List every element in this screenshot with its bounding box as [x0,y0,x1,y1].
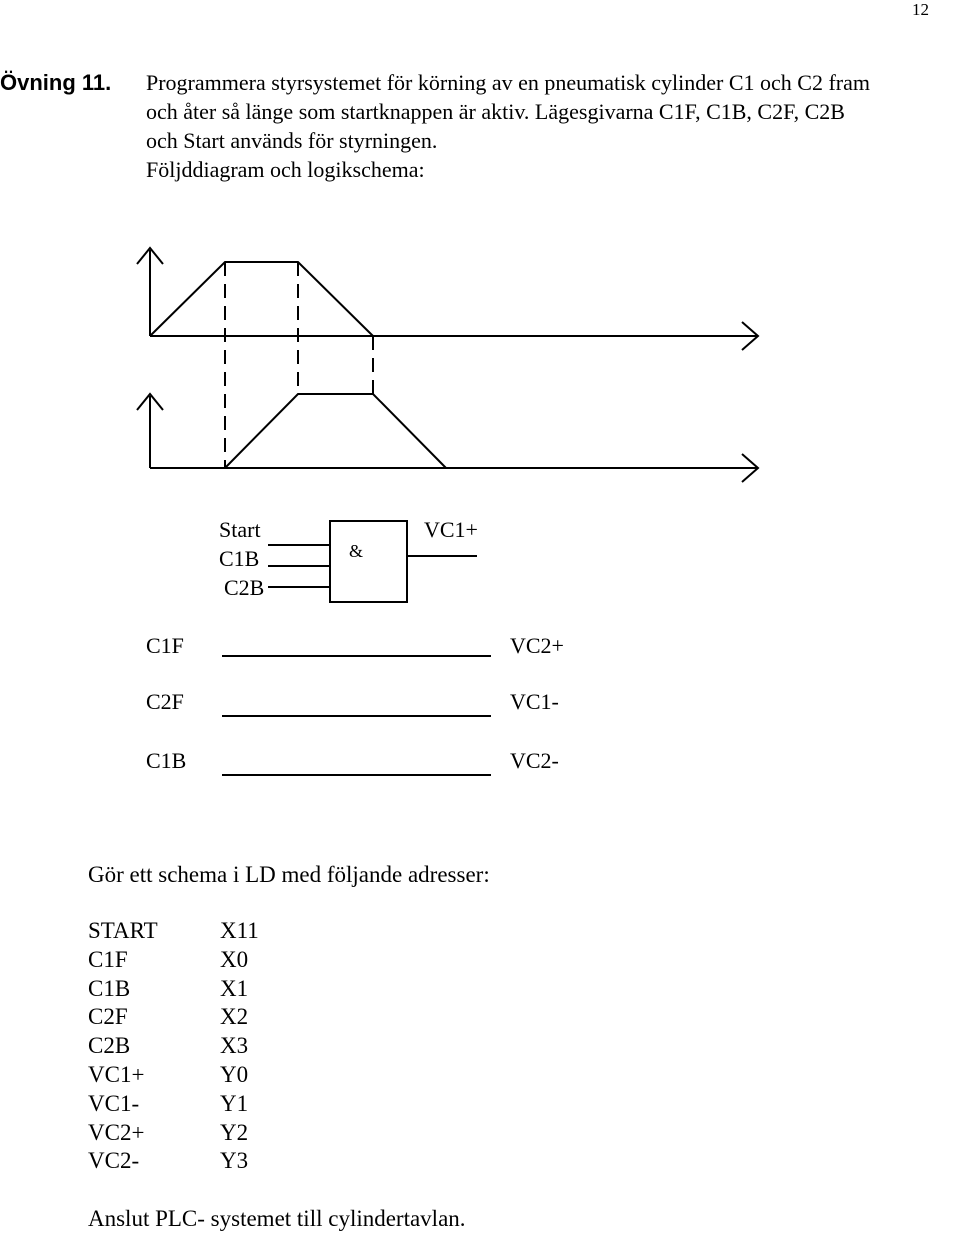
address-signal: C2B [88,1033,131,1059]
ld-heading: Gör ett schema i LD med följande adresser: [88,862,490,887]
row-input-3: C1B [146,748,187,773]
address-row [88,1061,259,1090]
address-row [88,1032,259,1061]
address-value: X2 [220,1004,249,1030]
footer-text: Anslut PLC- systemet till cylindertavlan. [88,1206,466,1231]
and-gate-symbol: & [349,541,364,561]
address-signal: C2F [88,1004,128,1030]
row-input-2: C2F [146,689,184,714]
address-table [88,917,259,1176]
and-gate-box [330,521,407,602]
row-input-1: C1F [146,633,184,658]
row-output-2: VC1- [510,689,559,714]
address-value: Y1 [220,1090,249,1116]
address-signal: VC1+ [88,1061,145,1087]
address-row [88,1003,259,1032]
address-signal: VC2- [88,1148,140,1174]
address-value: X11 [220,918,259,943]
c2-motion-curve [225,394,446,468]
c1-motion-curve [150,262,373,336]
address-value: Y3 [220,1148,249,1174]
address-value: X0 [220,946,249,972]
exercise-line-1: Programmera styrsystemet för körning av en pneumatisk cylinder C1 och C2 fram [146,70,870,95]
address-signal: C1B [88,975,131,1001]
address-row [88,1090,259,1119]
exercise-line-2: och åter så länge som startknappen är aktiv. Lägesgivarna C1F, C1B, C2F, C2B [146,99,845,124]
address-value: X1 [220,975,249,1001]
address-value: Y0 [220,1061,249,1087]
address-row [88,917,259,946]
address-signal: VC2+ [88,1119,145,1145]
address-row [88,1119,259,1148]
and-input-label-start: Start [219,517,261,542]
exercise-label: Övning 11. [0,70,112,95]
address-signal: VC1- [88,1090,140,1116]
and-input-label-c2b: C2B [224,575,265,600]
address-value: X3 [220,1033,249,1059]
address-row [88,946,259,975]
address-value: Y2 [220,1119,249,1145]
and-input-label-c1b: C1B [219,546,260,571]
page-number: 12 [912,0,929,19]
exercise-line-4: Följddiagram och logikschema: [146,157,425,182]
row-output-3: VC2- [510,748,559,773]
and-output-label: VC1+ [424,517,478,542]
address-row [88,975,259,1004]
address-row [88,1147,259,1176]
row-output-1: VC2+ [510,633,564,658]
address-signal: START [88,918,158,943]
address-signal: C1F [88,946,128,972]
exercise-line-3: och Start används för styrningen. [146,128,438,153]
